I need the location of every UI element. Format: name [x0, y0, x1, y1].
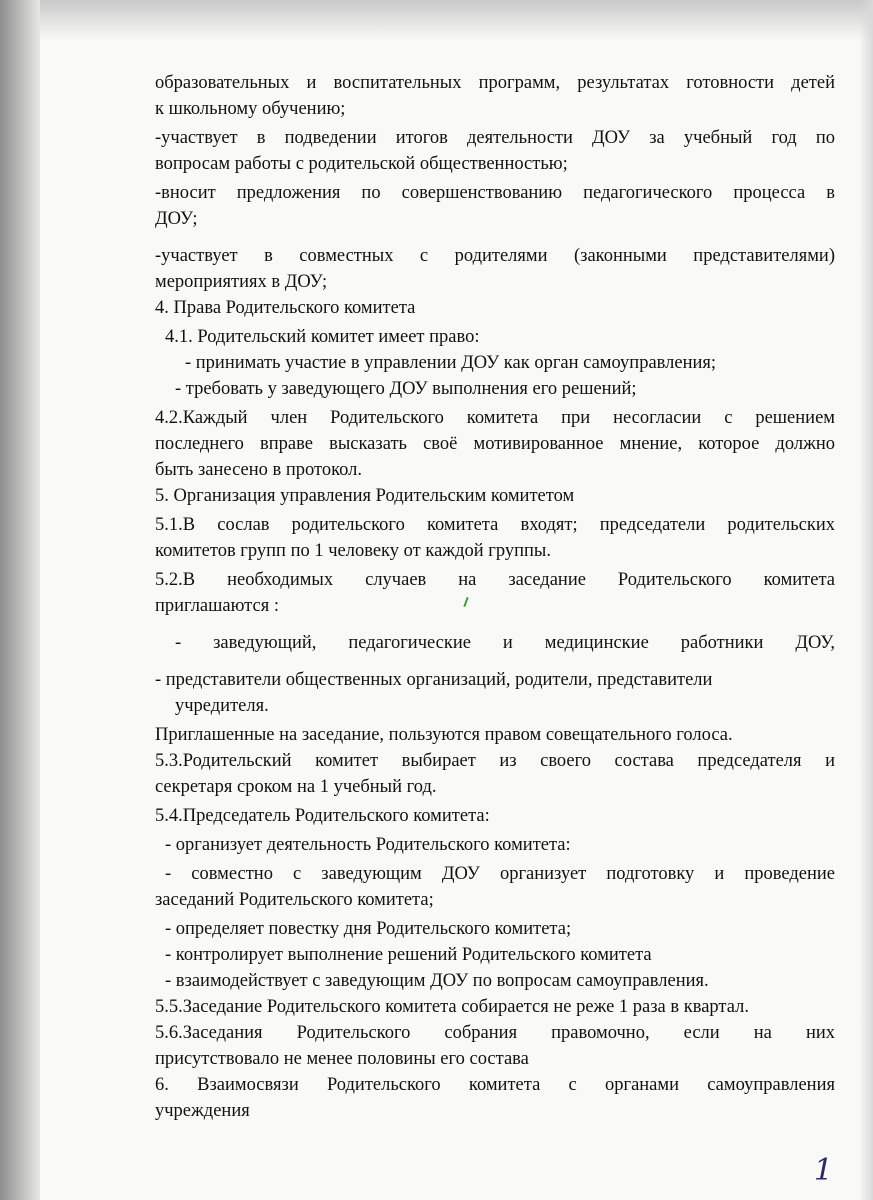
text-line: 5.6.Заседания Родительского собрания правомочно, если на них: [155, 1023, 835, 1043]
text-line: образовательных и воспитательных программ, результатах готовности детей: [155, 73, 835, 93]
scan-right-edge: [859, 0, 873, 1200]
text-line: - заведующий, педагогические и медицинские работники ДОУ,: [175, 633, 835, 653]
text-line: - определяет повестку дня Родительского комитета;: [165, 919, 572, 939]
text-line: заседаний Родительского комитета;: [155, 890, 434, 910]
text-line: ДОУ;: [155, 209, 198, 229]
text-line: - контролирует выполнение решений Родительского комитета: [165, 945, 652, 965]
text-line: 5.4.Председатель Родительского комитета:: [155, 806, 490, 826]
scan-top-shadow: [40, 0, 873, 40]
text-line: 5.3.Родительский комитет выбирает из своего состава председателя и: [155, 751, 835, 771]
text-line: 5.5.Заседание Родительского комитета собирается не реже 1 раза в квартал.: [155, 997, 749, 1017]
text-line: последнего вправе высказать своё мотивированное мнение, которое должно: [155, 434, 835, 454]
text-line: мероприятиях в ДОУ;: [155, 272, 328, 292]
text-line: - взаимодействует с заведующим ДОУ по вопросам самоуправления.: [165, 971, 709, 991]
text-line: - требовать у заведующего ДОУ выполнения его решений;: [175, 379, 637, 399]
text-line: секретаря сроком на 1 учебный год.: [155, 777, 437, 797]
document-body: [155, 72, 835, 1126]
text-line: учредителя.: [175, 696, 269, 716]
text-line: - принимать участие в управлении ДОУ как орган самоуправления;: [185, 353, 717, 373]
text-line: 4.2.Каждый член Родительского комитета при несогласии с решением: [155, 408, 835, 428]
text-line: приглашаются :: [155, 596, 279, 616]
text-line: -вносит предложения по совершенствованию педагогического процесса в: [155, 183, 835, 203]
text-line: комитетов групп по 1 человеку от каждой группы.: [155, 541, 551, 561]
text-line: 5.1.В сослав родительского комитета входят; председатели родительских: [155, 515, 835, 535]
text-line: присутствовало не менее половины его состава: [155, 1049, 529, 1069]
text-line: учреждения: [155, 1101, 250, 1121]
text-line: - совместно с заведующим ДОУ организует подготовку и проведение: [165, 864, 835, 884]
scan-left-edge: [0, 0, 40, 1200]
text-line: быть занесено в протокол.: [155, 460, 363, 480]
text-line: -участвует в совместных с родителями (законными представителями): [155, 246, 835, 266]
text-line: 4.1. Родительский комитет имеет право:: [165, 327, 480, 347]
section-heading: 4. Права Родительского комитета: [155, 298, 416, 318]
text-line: Приглашенные на заседание, пользуются правом совещательного голоса.: [155, 725, 733, 745]
text-line: вопросам работы с родительской общественностью;: [155, 154, 568, 174]
text-line: - организует деятельность Родительского комитета:: [165, 835, 571, 855]
section-heading: 6. Взаимосвязи Родительского комитета с органами самоуправления: [155, 1075, 835, 1095]
section-heading: 5. Организация управления Родительским комитетом: [155, 486, 575, 506]
text-line: 5.2.В необходимых случаев на заседание Родительского комитета: [155, 570, 835, 590]
page-number: 1: [813, 1153, 833, 1188]
text-line: к школьному обучению;: [155, 99, 346, 119]
text-line: - представители общественных организаций, родители, представители: [155, 670, 713, 690]
text-line: -участвует в подведении итогов деятельности ДОУ за учебный год по: [155, 128, 835, 148]
